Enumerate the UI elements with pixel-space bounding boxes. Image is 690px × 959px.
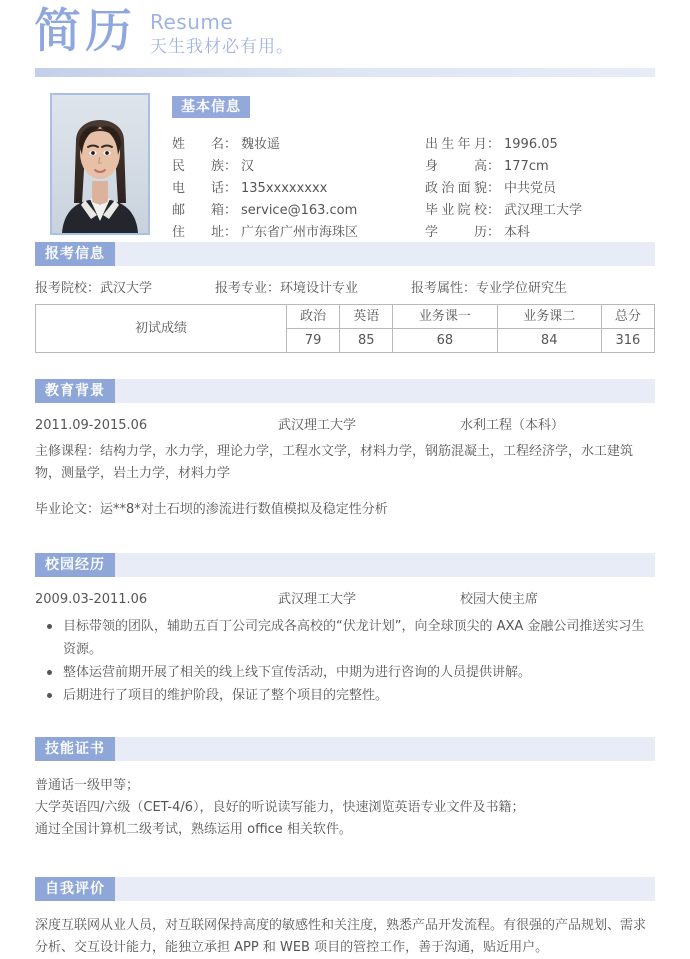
info-row: 姓名 ： 魏妆遥 — [172, 134, 358, 156]
apply-field-value: 专业学位研究生 — [476, 281, 568, 296]
info-row: 民族 ： 汉 — [172, 156, 358, 178]
education-school: 武汉理工大学 — [278, 418, 357, 433]
education-header-row — [35, 415, 655, 437]
scores-column-header: 业务课一 — [393, 305, 497, 329]
info-value: 汉 — [241, 159, 255, 174]
info-row: 学历 ： 本科 — [425, 222, 582, 244]
score-cell: 316 — [601, 329, 654, 353]
info-label: 邮箱 — [172, 203, 224, 218]
info-label: 民族 — [172, 159, 224, 174]
scores-column-header: 政治 — [287, 305, 340, 329]
info-row: 政治面貌 ： 中共党员 — [425, 178, 582, 200]
info-value: 本科 — [504, 225, 531, 240]
apply-field: 报考院校：武汉大学 — [35, 281, 153, 296]
info-row: 毕业院校 ： 武汉理工大学 — [425, 200, 582, 222]
info-value: 魏妆遥 — [241, 137, 281, 152]
score-cell: 85 — [340, 329, 393, 353]
score-cell: 79 — [287, 329, 340, 353]
info-label: 住址 — [172, 225, 224, 240]
campus-body — [35, 589, 655, 707]
apply-field-value: 武汉大学 — [100, 281, 153, 296]
scores-column-header: 业务课二 — [497, 305, 601, 329]
section-header-self-eval — [35, 877, 655, 901]
section-title-skills: 技能证书 — [35, 737, 115, 761]
info-label: 政治面貌 — [425, 181, 487, 196]
spacer — [0, 707, 690, 737]
portrait-photo-icon — [52, 95, 148, 233]
info-label: 身高 — [425, 159, 487, 174]
section-title-campus: 校园经历 — [35, 553, 115, 577]
score-cell: 84 — [497, 329, 601, 353]
score-cell: 68 — [393, 329, 497, 353]
info-row: 出生年月 ： 1996.05 — [425, 134, 582, 156]
education-body — [35, 415, 655, 521]
campus-date: 2009.03-2011.06 — [35, 592, 148, 607]
table-row — [36, 305, 655, 329]
info-label: 出生年月 — [425, 137, 487, 152]
spacer — [0, 521, 690, 553]
apply-field-label: 报考属性 — [411, 281, 464, 296]
campus-header-row — [35, 589, 655, 611]
resume-logo — [34, 6, 294, 59]
section-header-skills — [35, 737, 655, 761]
section-title-education: 教育背景 — [35, 379, 115, 403]
education-courses: 主修课程：结构力学，水力学，理论力学，工程水文学，材料力学，钢筋混凝土，工程经济学，水工建筑物，测量学，岩土力学，材料力学 — [35, 444, 634, 481]
info-label: 毕业院校 — [425, 203, 487, 218]
list-item: 目标带领的团队，辅助五百丁公司完成各高校的“伏龙计划”，向全球顶尖的 AXA 金融公司推送实习生资源。 — [35, 615, 655, 661]
info-row: 身高 ： 177cm — [425, 156, 582, 178]
logo-chinese-text: 简历 — [34, 4, 136, 59]
info-value: service@163.com — [241, 203, 358, 218]
campus-bullet-list — [35, 615, 655, 707]
skills-body — [35, 775, 655, 841]
campus-role: 校园大使主席 — [460, 592, 539, 607]
list-item: 后期进行了项目的维护阶段，保证了整个项目的完整性。 — [35, 684, 655, 707]
skill-line: 大学英语四/六级（CET-4/6），良好的听说读写能力，快速浏览英语专业文件及书籍； — [35, 800, 525, 815]
scores-row-head: 初试成绩 — [36, 305, 287, 353]
apply-fields-row — [35, 278, 655, 300]
apply-field: 报考属性：专业学位研究生 — [411, 281, 568, 296]
info-label: 姓名 — [172, 137, 224, 152]
basic-info-title: 基本信息 — [172, 96, 250, 118]
info-value: 武汉理工大学 — [504, 203, 583, 218]
basic-info-right-column — [425, 134, 582, 244]
logo-slogan: 天生我材必有用。 — [150, 37, 294, 57]
info-row: 住址 ： 广东省广州市海珠区 — [172, 222, 358, 244]
info-value: 1996.05 — [504, 137, 558, 152]
apply-field-value: 环境设计专业 — [280, 281, 359, 296]
info-label: 电话 — [172, 181, 224, 196]
scores-column-header: 英语 — [340, 305, 393, 329]
spacer — [0, 353, 690, 379]
section-header-education — [35, 379, 655, 403]
section-header-campus — [35, 553, 655, 577]
spacer — [0, 841, 690, 877]
education-major: 水利工程（本科） — [460, 418, 565, 433]
section-title-self-eval: 自我评价 — [35, 877, 115, 901]
section-title-apply-info: 报考信息 — [35, 242, 115, 266]
education-date: 2011.09-2015.06 — [35, 418, 148, 433]
list-item: 整体运营前期开展了相关的线上线下宣传活动，中期为进行咨询的人员提供讲解。 — [35, 661, 655, 684]
apply-field: 报考专业：环境设计专业 — [215, 281, 359, 296]
section-header-apply-info — [35, 242, 655, 266]
self-eval-body — [35, 915, 655, 959]
self-eval-text: 深度互联网从业人员，对互联网保持高度的敏感性和关注度，熟悉产品开发流程。有很强的产品规划、需求分析、交互设计能力，能独立承担 APP 和 WEB 项目的管控工作，善于沟通，贴近用户。 — [35, 918, 647, 955]
skill-line: 普通话一级甲等； — [35, 778, 140, 793]
page-header — [0, 0, 690, 68]
basic-info-section — [0, 90, 690, 242]
apply-info-body — [35, 278, 655, 353]
education-thesis: 毕业论文：运**8*对土石坝的渗流进行数值模拟及稳定性分析 — [35, 502, 388, 517]
skill-line: 通过全国计算机二级考试，熟练运用 office 相关软件。 — [35, 822, 352, 837]
info-row: 电话 ： 135xxxxxxxx — [172, 178, 358, 200]
info-value: 177cm — [504, 159, 549, 174]
avatar — [50, 93, 150, 235]
info-value: 广东省广州市海珠区 — [241, 225, 359, 240]
basic-info-left-column — [172, 134, 358, 244]
logo-text-group — [150, 10, 294, 59]
apply-field-label: 报考院校 — [35, 281, 88, 296]
scores-column-header: 总分 — [601, 305, 654, 329]
info-label: 学历 — [425, 225, 487, 240]
apply-field-label: 报考专业 — [215, 281, 268, 296]
scores-table — [35, 304, 655, 353]
info-value: 中共党员 — [504, 181, 557, 196]
info-row: 邮箱 ： service@163.com — [172, 200, 358, 222]
info-value: 135xxxxxxxx — [241, 181, 328, 196]
campus-school: 武汉理工大学 — [278, 592, 357, 607]
header-divider-bar — [35, 68, 655, 77]
logo-english-text: Resume — [150, 10, 234, 34]
